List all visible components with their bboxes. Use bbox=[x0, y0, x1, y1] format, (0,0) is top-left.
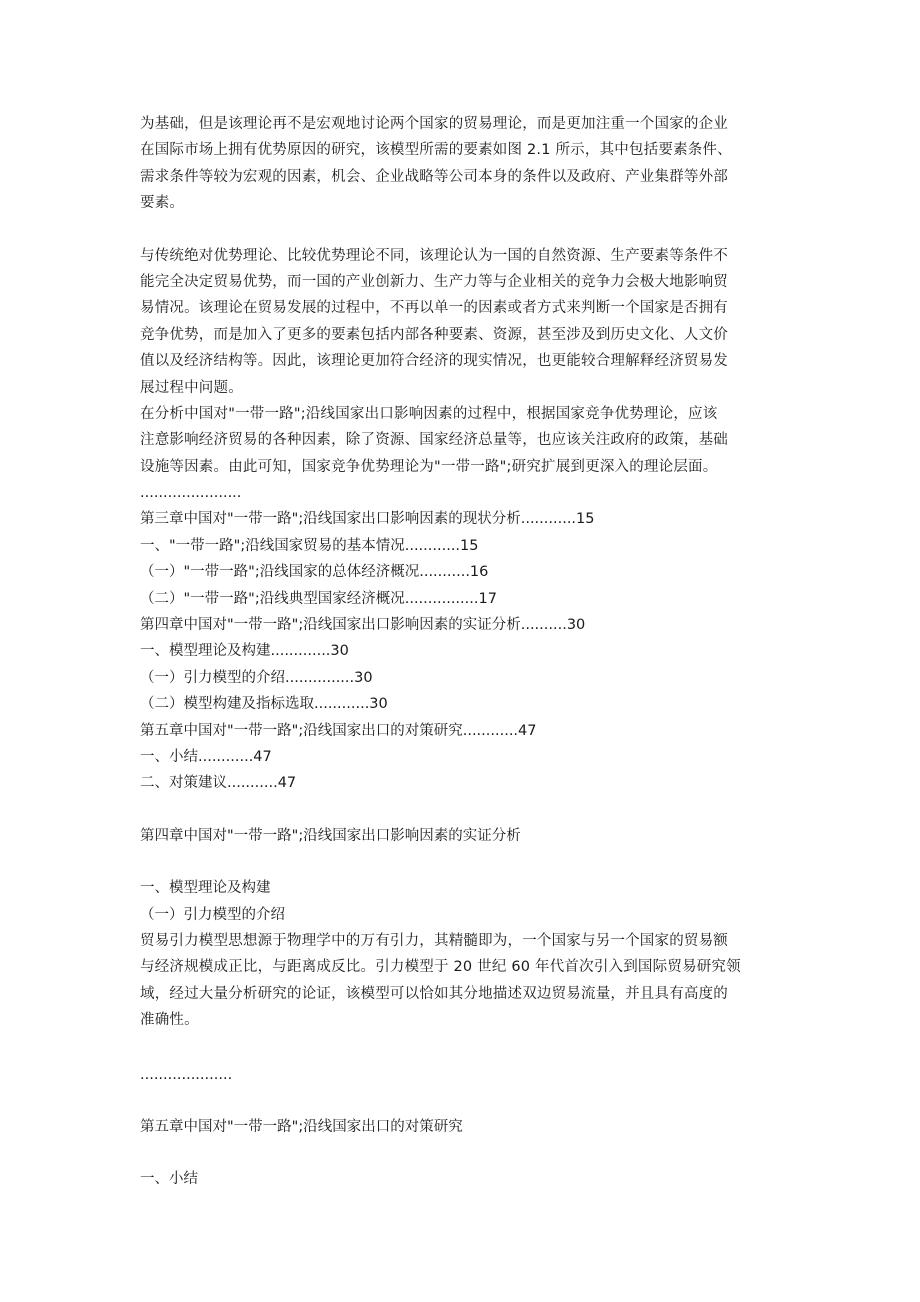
ellipsis-separator: ...................... bbox=[140, 485, 242, 502]
chapter5-heading: 第五章中国对"一带一路";沿线国家出口的对策研究 bbox=[140, 1118, 463, 1135]
toc-entry[interactable]: 二、对策建议...........47 bbox=[140, 775, 297, 792]
paragraph-gravity-model bbox=[140, 928, 785, 1034]
text-line: 贸易引力模型思想源于物理学中的万有引力，其精髓即为，一个国家与另一个国家的贸易额 bbox=[140, 932, 728, 949]
ellipsis-separator: .................... bbox=[140, 1066, 233, 1083]
text-line: 需求条件等较为宏观的因素，机会、企业战略等公司本身的条件以及政府、产业集群等外部 bbox=[140, 168, 728, 185]
text-line: 展过程中问题。 bbox=[140, 379, 243, 396]
paragraph-competitive-advantage bbox=[140, 243, 785, 401]
toc-entry[interactable]: 第三章中国对"一带一路";沿线国家出口影响因素的现状分析............15 bbox=[140, 511, 595, 528]
text-line: 易情况。该理论在贸易发展的过程中，不再以单一的因素或者方式来判断一个国家是否拥有 bbox=[140, 300, 728, 317]
document-page bbox=[140, 111, 785, 1193]
text-line: 要素。 bbox=[140, 195, 185, 212]
toc-entry[interactable]: 第五章中国对"一带一路";沿线国家出口的对策研究............47 bbox=[140, 722, 537, 739]
spacer bbox=[140, 217, 785, 243]
text-line: 在分析中国对"一带一路";沿线国家出口影响因素的过程中，根据国家竞争优势理论，应该 bbox=[140, 405, 718, 422]
text-line: 值以及经济结构等。因此，该理论更加符合经济的现实情况，也更能较合理解释经济贸易发 bbox=[140, 353, 728, 370]
text-line: 域，经过大量分析研究的论证，该模型可以恰如其分地描述双边贸易流量，并且具有高度的 bbox=[140, 985, 728, 1002]
text-line: 在国际市场上拥有优势原因的研究，该模型所需的要素如图 2.1 所示，其中包括要素条件、 bbox=[140, 142, 732, 159]
text-line: 竞争优势，而是加入了更多的要素包括内部各种要素、资源，甚至涉及到历史文化、人文价 bbox=[140, 326, 728, 343]
text-line: 与经济规模成正比，与距离成反比。引力模型于 20 世纪 60 年代首次引入到国际贸易研究领 bbox=[140, 959, 741, 976]
chapter4-heading: 第四章中国对"一带一路";沿线国家出口影响因素的实证分析 bbox=[140, 827, 521, 844]
spacer bbox=[140, 797, 785, 823]
paragraph-porter-model bbox=[140, 111, 785, 217]
text-line: 能完全决定贸易优势，而一国的产业创新力、生产力等与企业相关的竞争力会极大地影响贸 bbox=[140, 273, 728, 290]
text-line: 为基础，但是该理论再不是宏观地讨论两个国家的贸易理论，而是更加注重一个国家的企业 bbox=[140, 116, 728, 132]
text-line: 与传统绝对优势理论、比较优势理论不同，该理论认为一国的自然资源、生产要素等条件不 bbox=[140, 247, 728, 264]
paragraph-analysis bbox=[140, 401, 785, 480]
text-line: 注意影响经济贸易的各种因素，除了资源、国家经济总量等，也应该关注政府的政策，基础 bbox=[140, 432, 728, 449]
summary-heading: 一、小结 bbox=[140, 1171, 198, 1188]
text-line: 设施等因素。由此可知，国家竞争优势理论为"一带一路";研究扩展到更深入的理论层面。 bbox=[140, 458, 718, 475]
toc-entry[interactable]: （一）引力模型的介绍...............30 bbox=[140, 669, 373, 686]
table-of-contents bbox=[140, 506, 785, 796]
text-line: 准确性。 bbox=[140, 1012, 199, 1029]
toc-entry[interactable]: 一、小结............47 bbox=[140, 748, 272, 765]
toc-entry[interactable]: （二）模型构建及指标选取............30 bbox=[140, 696, 388, 713]
subsection1-heading: （一）引力模型的介绍 bbox=[140, 906, 285, 923]
spacer bbox=[140, 1034, 785, 1062]
spacer bbox=[140, 1088, 785, 1114]
spacer bbox=[140, 849, 785, 875]
toc-entry[interactable]: 第四章中国对"一带一路";沿线国家出口影响因素的实证分析..........30 bbox=[140, 617, 586, 634]
toc-entry[interactable]: 一、模型理论及构建.............30 bbox=[140, 643, 349, 660]
toc-entry[interactable]: （一）"一带一路";沿线国家的总体经济概况...........16 bbox=[140, 564, 489, 581]
toc-entry[interactable]: （二）"一带一路";沿线典型国家经济概况................17 bbox=[140, 590, 497, 607]
spacer bbox=[140, 1140, 785, 1166]
toc-entry[interactable]: 一、"一带一路";沿线国家贸易的基本情况............15 bbox=[140, 537, 479, 554]
section1-heading: 一、模型理论及构建 bbox=[140, 880, 271, 897]
